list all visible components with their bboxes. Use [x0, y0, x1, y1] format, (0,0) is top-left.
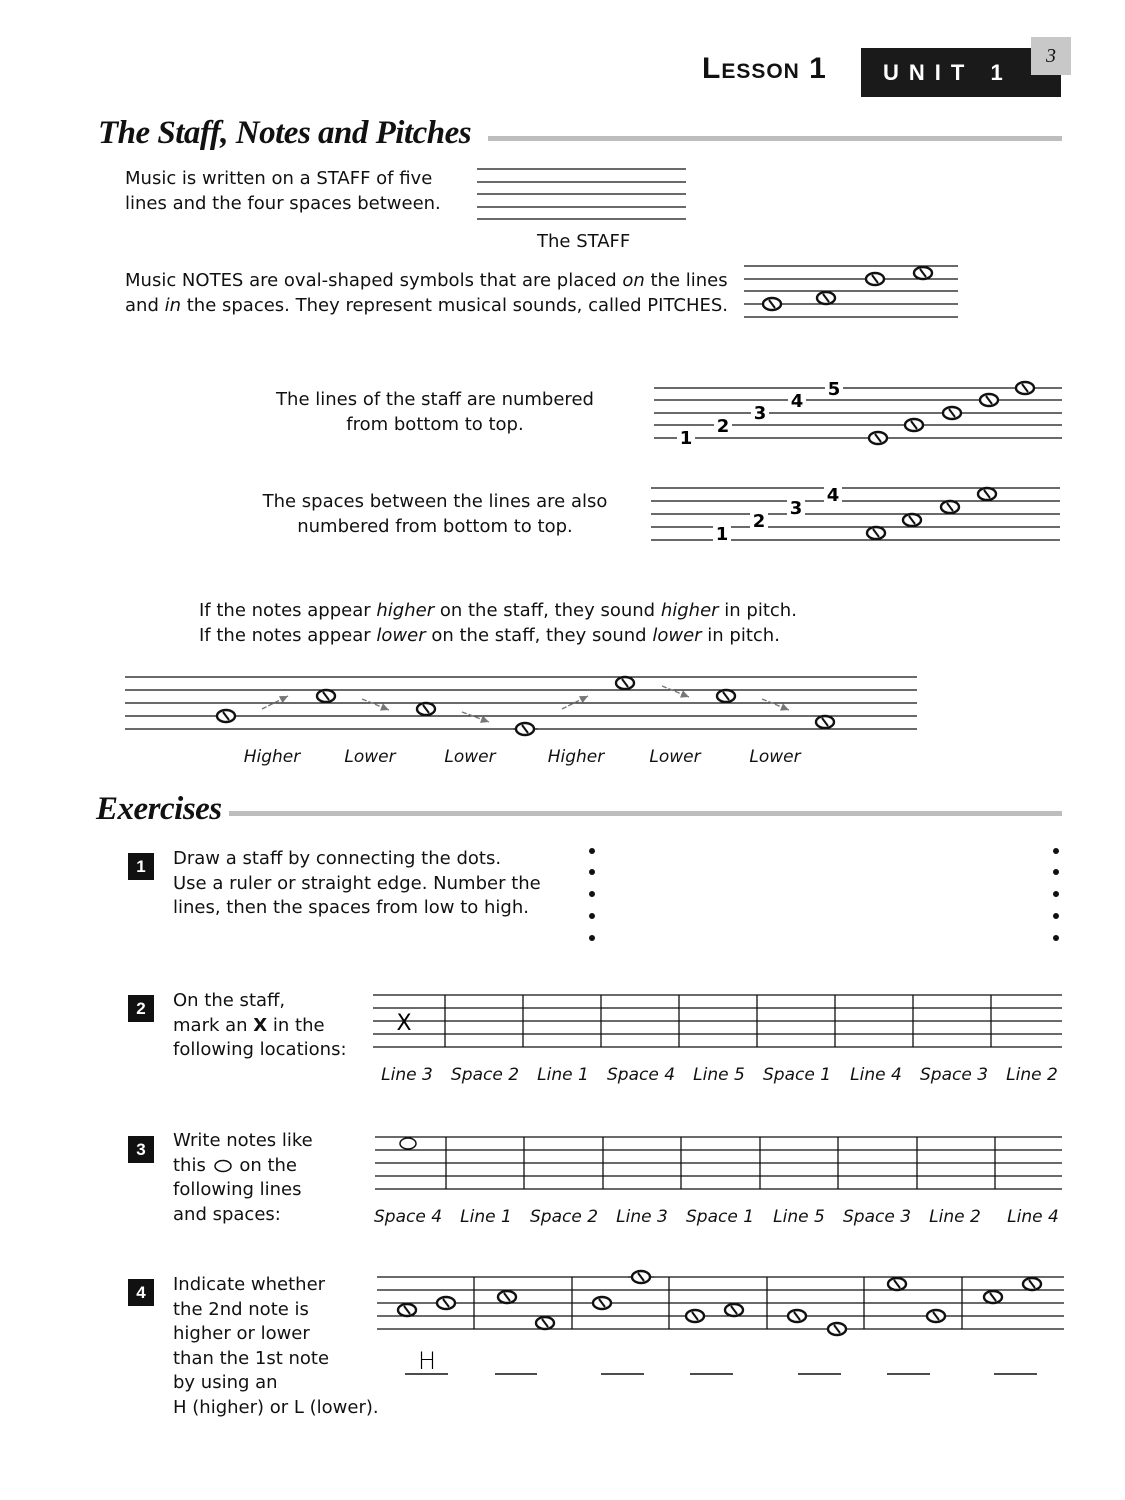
text-line: following lines: [173, 1179, 302, 1200]
exercise-2-text: [173, 989, 347, 1063]
whole-note: [903, 514, 921, 526]
line-number-label: 3: [753, 403, 767, 424]
whole-note: [905, 419, 923, 431]
direction-label: Lower: [444, 747, 496, 767]
exercise-number: 1: [128, 853, 154, 880]
whole-note: [866, 273, 884, 285]
text-run: in pitch.: [718, 600, 797, 621]
staff-dot[interactable]: [1053, 913, 1059, 919]
text-line: H (higher) or L (lower).: [173, 1396, 379, 1418]
whole-note: [941, 501, 959, 513]
staff-intro-line: Music is written on a STAFF of five: [125, 168, 433, 189]
text-run: in pitch.: [701, 624, 780, 646]
location-label: Space 2: [529, 1207, 599, 1227]
text-run: on: [622, 270, 645, 291]
exercise-3-text: [173, 1129, 313, 1227]
example-whole-note: [400, 1138, 416, 1149]
text-run: lower: [652, 624, 702, 646]
location-label: Space 3: [919, 1065, 989, 1085]
text-run: mark an: [173, 1014, 254, 1036]
lines-text: [255, 388, 615, 437]
whole-note: [927, 1310, 945, 1322]
line-number-label: 5: [827, 379, 841, 400]
whole-note: [616, 677, 634, 689]
direction-arrow-icon: [462, 712, 489, 723]
whole-note: [1016, 382, 1034, 394]
text-line: Write notes like: [173, 1130, 313, 1151]
whole-note: [914, 267, 932, 279]
pitch-line-2: [199, 624, 797, 649]
space-number-label: 2: [752, 511, 766, 532]
location-label: Space 1: [762, 1065, 832, 1085]
pitch-line-1: [199, 599, 797, 624]
notes-intro-line-2: [125, 294, 728, 319]
whole-note: [536, 1317, 554, 1329]
section-title: The Staff, Notes and Pitches: [98, 115, 472, 151]
whole-note: [888, 1278, 906, 1290]
staff-intro-line: lines and the four spaces between.: [125, 192, 441, 214]
staff-dot[interactable]: [589, 935, 595, 941]
whole-note-icon: [212, 1159, 234, 1173]
direction-label: Lower: [649, 747, 701, 767]
text-line: higher or lower: [173, 1323, 310, 1344]
exercise-number: 3: [128, 1136, 154, 1163]
text-line: Use a ruler or straight edge. Number the: [173, 872, 541, 894]
whole-note: [978, 488, 996, 500]
space-number-label: 3: [789, 498, 803, 519]
staff-dot[interactable]: [1053, 935, 1059, 941]
text-run: this: [173, 1154, 206, 1176]
location-label: Space 2: [450, 1065, 520, 1085]
whole-note: [217, 710, 235, 722]
whole-note: [632, 1271, 650, 1283]
space-number-label: 1: [715, 524, 729, 545]
text-run: Music NOTES are oval-shaped symbols that are placed: [125, 270, 623, 291]
text-run: in the: [267, 1014, 325, 1036]
whole-note: [867, 527, 885, 539]
line-number-label: 4: [790, 391, 804, 412]
whole-note: [437, 1297, 455, 1309]
spaces-text-line: The spaces between the lines are also: [262, 491, 608, 512]
location-label: Space 4: [373, 1207, 443, 1227]
text-line: and spaces:: [173, 1203, 281, 1225]
example-answer: H: [417, 1347, 437, 1375]
text-run: in: [164, 294, 182, 316]
whole-note: [980, 394, 998, 406]
direction-label: Higher: [547, 747, 605, 767]
whole-note: [869, 432, 887, 444]
direction-label: Lower: [749, 747, 801, 767]
text-run: If the notes appear: [199, 624, 377, 646]
text-run: higher: [376, 600, 435, 621]
text-run: If the notes appear: [199, 600, 377, 621]
text-line: On the staff,: [173, 990, 286, 1011]
text-run: and: [125, 294, 165, 316]
staff-intro-text: [125, 167, 441, 216]
whole-note: [398, 1304, 416, 1316]
staff-dot[interactable]: [589, 891, 595, 897]
line-number-label: 2: [716, 416, 730, 437]
whole-note: [984, 1291, 1002, 1303]
text-run: the spaces. They represent musical sounds, called PITCHES.: [181, 294, 729, 316]
staff-dot[interactable]: [1053, 848, 1059, 854]
space-number-label: 4: [826, 485, 840, 506]
text-run: the lines: [644, 270, 728, 291]
whole-note: [817, 292, 835, 304]
text-line: following locations:: [173, 1039, 347, 1060]
exercise-number: 4: [128, 1279, 154, 1306]
location-label: Line 3: [381, 1065, 433, 1085]
staff-dot[interactable]: [589, 913, 595, 919]
location-label: Line 1: [460, 1207, 512, 1227]
staff-caption: The STAFF: [537, 231, 631, 252]
exercises-rule: [229, 811, 1062, 816]
text-line: the 2nd note is: [173, 1298, 309, 1320]
lesson-title: Lesson 1: [702, 52, 827, 85]
location-label: Line 4: [1007, 1207, 1059, 1227]
location-label: Line 1: [537, 1065, 589, 1085]
whole-note: [498, 1291, 516, 1303]
staff-dot[interactable]: [589, 869, 595, 875]
location-label: Space 4: [606, 1065, 676, 1085]
notes-intro-line-1: [125, 269, 728, 294]
text-run: on the: [239, 1154, 298, 1176]
text-run: X: [253, 1014, 268, 1036]
lines-text-line: from bottom to top.: [346, 413, 524, 435]
pitch-text: [199, 599, 797, 648]
location-label: Line 5: [693, 1065, 745, 1085]
lines-text-line: The lines of the staff are numbered: [276, 389, 594, 410]
location-label: Space 3: [842, 1207, 912, 1227]
direction-arrow-icon: [762, 699, 789, 711]
staff-dot[interactable]: [1053, 891, 1059, 897]
notes-intro-text: [125, 269, 728, 318]
spaces-text: [255, 490, 615, 539]
text-line: Indicate whether: [173, 1274, 326, 1295]
exercise-4-text: [173, 1273, 379, 1420]
text-run: on the staff, they sound: [425, 624, 653, 646]
whole-note: [943, 407, 961, 419]
whole-note: [725, 1304, 743, 1316]
text-line: than the 1st note: [173, 1347, 330, 1369]
exercises-title: Exercises: [96, 791, 222, 827]
staff-dot[interactable]: [589, 848, 595, 854]
direction-label: Higher: [243, 747, 301, 767]
staff-dot[interactable]: [1053, 869, 1059, 875]
page-number: 3: [1031, 37, 1071, 75]
whole-note: [717, 690, 735, 702]
location-label: Line 5: [773, 1207, 825, 1227]
whole-note: [1023, 1278, 1041, 1290]
text-line: [173, 1014, 347, 1039]
whole-note: [593, 1297, 611, 1309]
text-line: [173, 1154, 313, 1179]
section-rule: [488, 136, 1062, 141]
text-run: lower: [376, 624, 426, 646]
whole-note: [686, 1310, 704, 1322]
exercise-number: 2: [128, 995, 154, 1022]
location-label: Line 2: [1006, 1065, 1058, 1085]
spaces-text-line: numbered from bottom to top.: [297, 515, 573, 537]
location-label: Line 3: [616, 1207, 668, 1227]
location-label: Line 2: [929, 1207, 981, 1227]
text-run: higher: [660, 600, 719, 621]
line-number-label: 1: [679, 428, 693, 449]
whole-note: [828, 1323, 846, 1335]
whole-note: [788, 1310, 806, 1322]
text-line: by using an: [173, 1372, 278, 1393]
location-label: Line 4: [850, 1065, 902, 1085]
direction-label: Lower: [344, 747, 396, 767]
whole-note: [763, 298, 781, 310]
text-line: lines, then the spaces from low to high.: [173, 897, 529, 918]
location-label: Space 1: [685, 1207, 755, 1227]
direction-arrow-icon: [662, 686, 689, 698]
whole-note: [417, 703, 435, 715]
text-run: on the staff, they sound: [434, 600, 661, 621]
example-x-mark: X: [396, 1011, 412, 1036]
whole-note: [516, 723, 534, 735]
text-line: Draw a staff by connecting the dots.: [173, 848, 502, 869]
unit-label: UNIT 1: [861, 48, 1061, 97]
whole-note: [816, 716, 834, 728]
direction-arrow-icon: [362, 699, 389, 711]
exercise-1-text: [173, 847, 541, 921]
whole-note: [317, 690, 335, 702]
